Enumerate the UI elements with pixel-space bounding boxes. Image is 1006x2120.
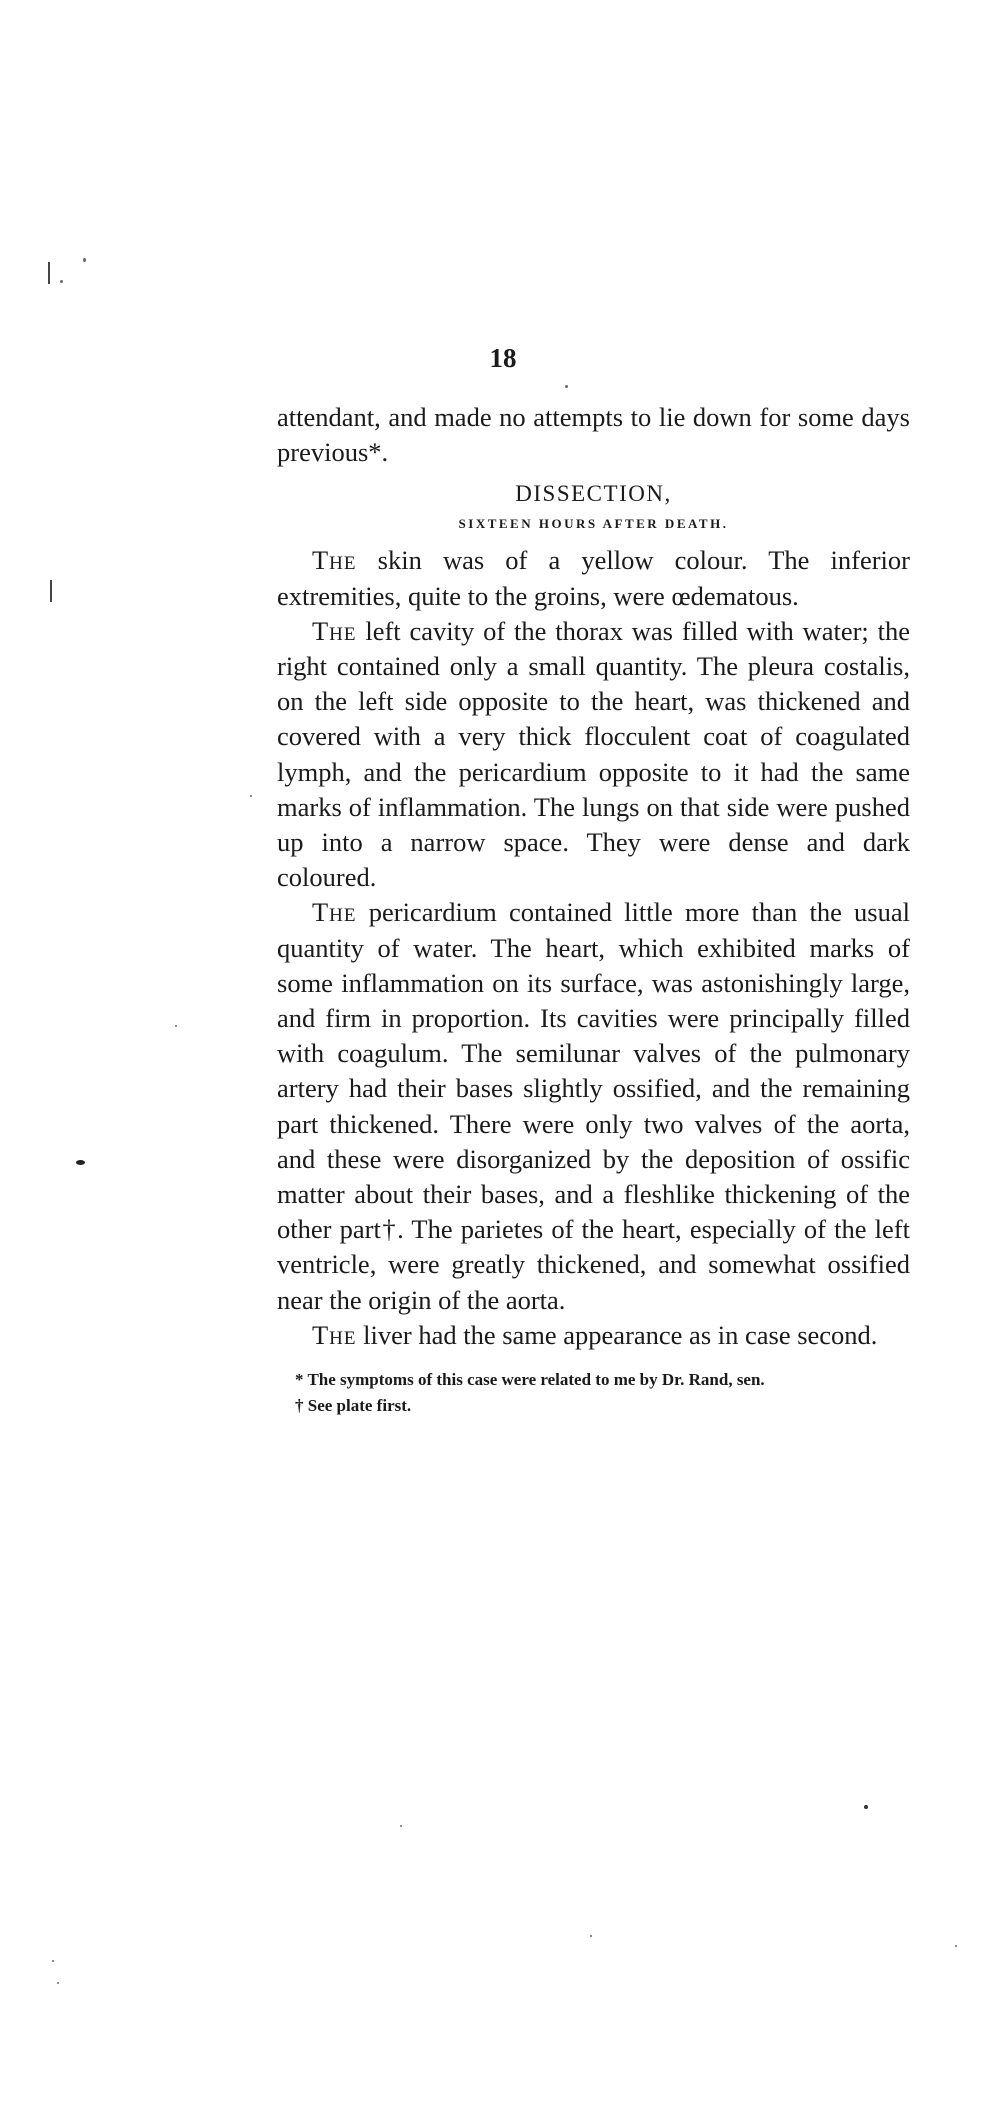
scan-speck bbox=[175, 1025, 177, 1027]
section-subheading: SIXTEEN HOURS AFTER DEATH. bbox=[458, 516, 729, 532]
paragraph-skin bbox=[277, 543, 910, 613]
opening-paragraph: attendant, and made no attempts to lie down for some days previous*. bbox=[277, 402, 910, 468]
paragraph-text: left cavity of the thorax was filled with water; the right contained only a small quantity. The pleura costalis, on the left side opposite to the heart, was thickened and covered with a very thick flocculent coat of coagulated lymph, and the pericardium opposite to it had the same marks of inflammation. The lungs on that side were pushed up into a narrow space. They were dense and dark coloured. bbox=[277, 615, 910, 893]
page-number: 18 bbox=[489, 343, 517, 373]
paragraph-lead-word: The bbox=[312, 1319, 357, 1350]
footnote: † See plate first. bbox=[295, 1396, 412, 1416]
paragraph-text: pericardium contained little more than the usual quantity of water. The heart, which exhibited marks of some inflammation on its surface, was astonishingly large, and firm in proportion. Its cavities were principally filled with coagulum. The semilunar valves of the pulmonary artery had their bases slightly ossified, and the remaining part thickened. There were only two valves of the aorta, and these were disorganized by the deposition of ossific matter about their bases, and a fleshlike thickening of the other part†. The parietes of the heart, especially of the left ventricle, were greatly thickened, and somewhat ossified near the origin of the aorta. bbox=[277, 897, 910, 1315]
scan-speck bbox=[57, 1982, 59, 1984]
scan-speck bbox=[250, 795, 252, 797]
paragraph-text: skin was of a yellow colour. The inferior extremities, quite to the groins, were œdematous. bbox=[277, 545, 910, 611]
scan-speck bbox=[565, 385, 568, 388]
scan-mark bbox=[50, 580, 52, 602]
scan-speck bbox=[76, 1160, 85, 1165]
paragraph-thorax bbox=[277, 614, 910, 896]
scan-speck bbox=[864, 1805, 868, 1809]
scan-speck bbox=[400, 1825, 402, 1827]
paragraph-lead-word: The bbox=[312, 545, 357, 576]
section-heading: DISSECTION, bbox=[515, 481, 672, 507]
scan-speck bbox=[60, 280, 63, 283]
scan-mark bbox=[48, 262, 50, 284]
footnotes bbox=[277, 1367, 910, 1419]
paragraph-pericardium bbox=[277, 895, 910, 1317]
scan-speck bbox=[52, 1960, 54, 1962]
page-body bbox=[277, 400, 910, 1419]
paragraph-liver bbox=[277, 1318, 910, 1353]
scan-speck bbox=[590, 1935, 592, 1937]
footnote: * The symptoms of this case were related to me by Dr. Rand, sen. bbox=[295, 1370, 765, 1390]
paragraph-lead-word: The bbox=[312, 615, 357, 646]
scan-speck bbox=[955, 1945, 957, 1947]
scan-speck bbox=[83, 258, 86, 262]
paragraph-text: liver had the same appearance as in case second. bbox=[356, 1319, 878, 1350]
paragraph-lead-word: The bbox=[312, 897, 357, 928]
